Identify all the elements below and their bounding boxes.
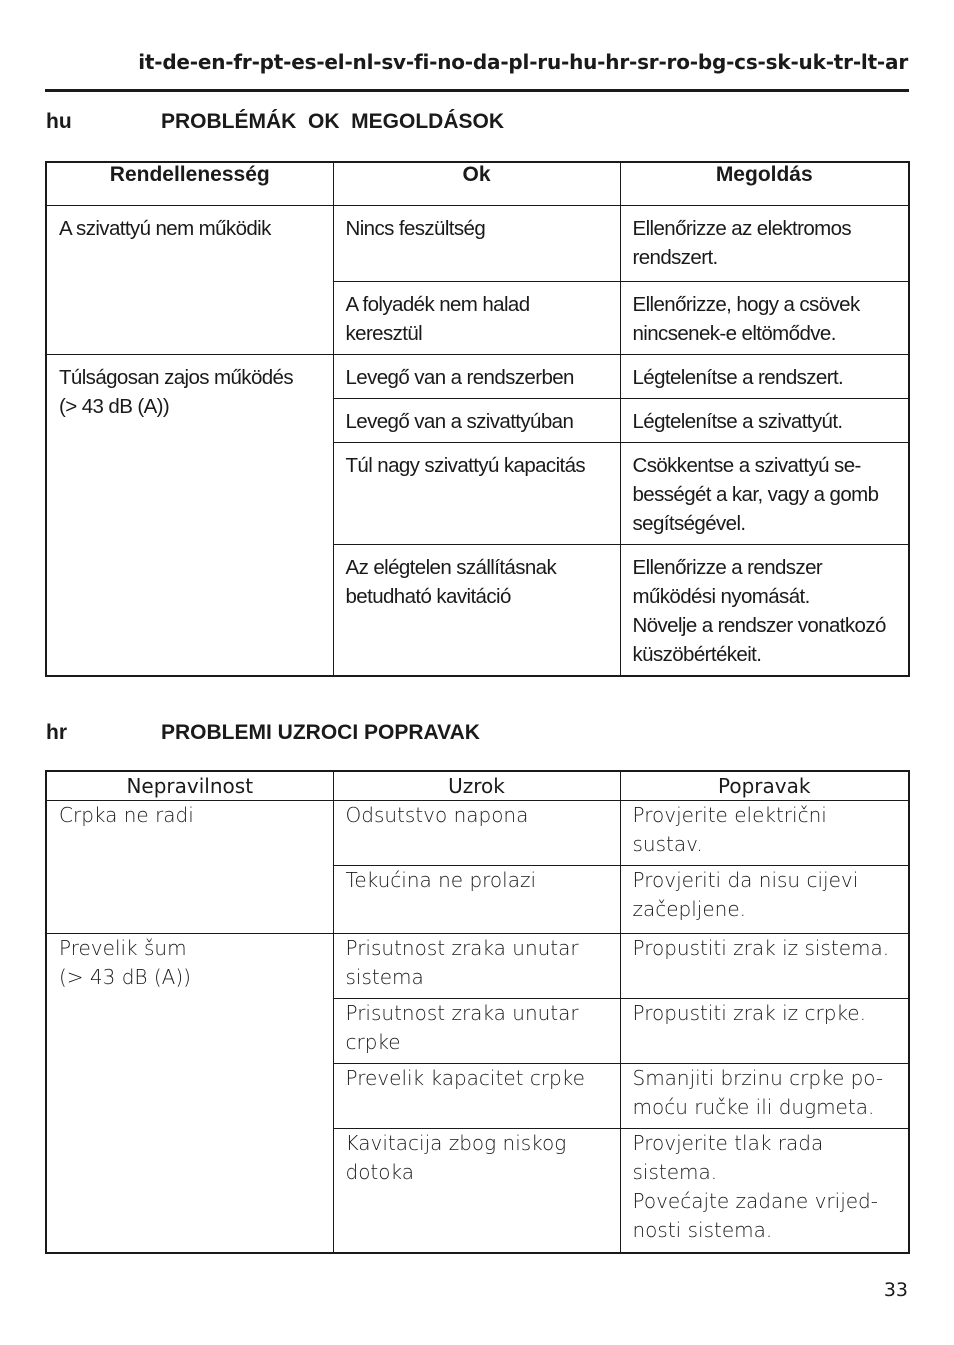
solution-cell: Propustiti zrak iz crpke. <box>620 999 909 1064</box>
solution-cell: Ellenőrizze a rendszer működési nyomását. Növelje a rendszer vonatkozó küszöbértékeit. <box>620 545 909 677</box>
column-header-solution: Megoldás <box>620 162 909 206</box>
cause-cell: Kavitacija zbog niskog dotoka <box>333 1129 620 1253</box>
problem-cell: Crpka ne radi <box>46 801 333 934</box>
language-code-hu: hu <box>46 110 72 133</box>
section-heading-hu <box>46 110 504 134</box>
cause-cell: Levegő van a szivattyúban <box>333 399 620 443</box>
cause-cell: Az elégtelen szállításnak betudható kavitáció <box>333 545 620 677</box>
table-row <box>46 801 909 866</box>
header-divider <box>45 89 909 92</box>
problem-cell: A szivattyú nem működik <box>46 206 333 355</box>
solution-cell: Provjerite električni sustav. <box>620 801 909 866</box>
cause-cell: Tekućina ne prolazi <box>333 866 620 934</box>
section-title-hu: PROBLÉMÁK OK MEGOLDÁSOK <box>161 110 505 133</box>
solution-cell: Légtelenítse a rendszert. <box>620 355 909 399</box>
solution-cell: Csökkentse a szivattyú se- bességét a kar, vagy a gomb segítségével. <box>620 443 909 545</box>
solution-cell: Ellenőrizze az elektromos rendszert. <box>620 206 909 282</box>
table-row <box>46 934 909 999</box>
solution-cell: Provjeriti da nisu cijevi začepljene. <box>620 866 909 934</box>
column-header-problem: Rendellenesség <box>46 162 333 206</box>
language-codes-header: it-de-en-fr-pt-es-el-nl-sv-fi-no-da-pl-ru-hu-hr-sr-ro-bg-cs-sk-uk-tr-lt-ar <box>138 50 908 74</box>
solution-cell: Ellenőrizze, hogy a csövek nincsenek-e eltömődve. <box>620 282 909 355</box>
column-header-problem: Nepravilnost <box>46 771 333 801</box>
table-header-row <box>46 162 909 206</box>
cause-cell: Odsutstvo napona <box>333 801 620 866</box>
solution-cell: Smanjiti brzinu crpke po- moću ručke ili dugmeta. <box>620 1064 909 1129</box>
language-code-hr: hr <box>46 721 67 744</box>
column-header-cause: Ok <box>333 162 620 206</box>
table-row <box>46 355 909 399</box>
cause-cell: Prisutnost zraka unutar crpke <box>333 999 620 1064</box>
problem-cell: Túlságosan zajos működés (> 43 dB (A)) <box>46 355 333 677</box>
column-header-solution: Popravak <box>620 771 909 801</box>
cause-cell: Túl nagy szivattyú kapacitás <box>333 443 620 545</box>
table-row <box>46 206 909 282</box>
cause-cell: Prisutnost zraka unutar sistema <box>333 934 620 999</box>
solution-cell: Propustiti zrak iz sistema. <box>620 934 909 999</box>
cause-cell: Levegő van a rendszerben <box>333 355 620 399</box>
section-title-hr: PROBLEMI UZROCI POPRAVAK <box>161 721 480 744</box>
problem-cell: Prevelik šum (> 43 dB (A)) <box>46 934 333 1253</box>
page-number: 33 <box>883 1279 908 1301</box>
troubleshooting-table-hr <box>45 770 910 1254</box>
cause-cell: Prevelik kapacitet crpke <box>333 1064 620 1129</box>
cause-cell: A folyadék nem halad keresztül <box>333 282 620 355</box>
table-header-row <box>46 771 909 801</box>
cause-cell: Nincs feszültség <box>333 206 620 282</box>
section-heading-hr <box>46 721 480 745</box>
solution-cell: Légtelenítse a szivattyút. <box>620 399 909 443</box>
solution-cell: Provjerite tlak rada sistema. Povećajte zadane vrijed- nosti sistema. <box>620 1129 909 1253</box>
column-header-cause: Uzrok <box>333 771 620 801</box>
troubleshooting-table-hu <box>45 161 910 677</box>
